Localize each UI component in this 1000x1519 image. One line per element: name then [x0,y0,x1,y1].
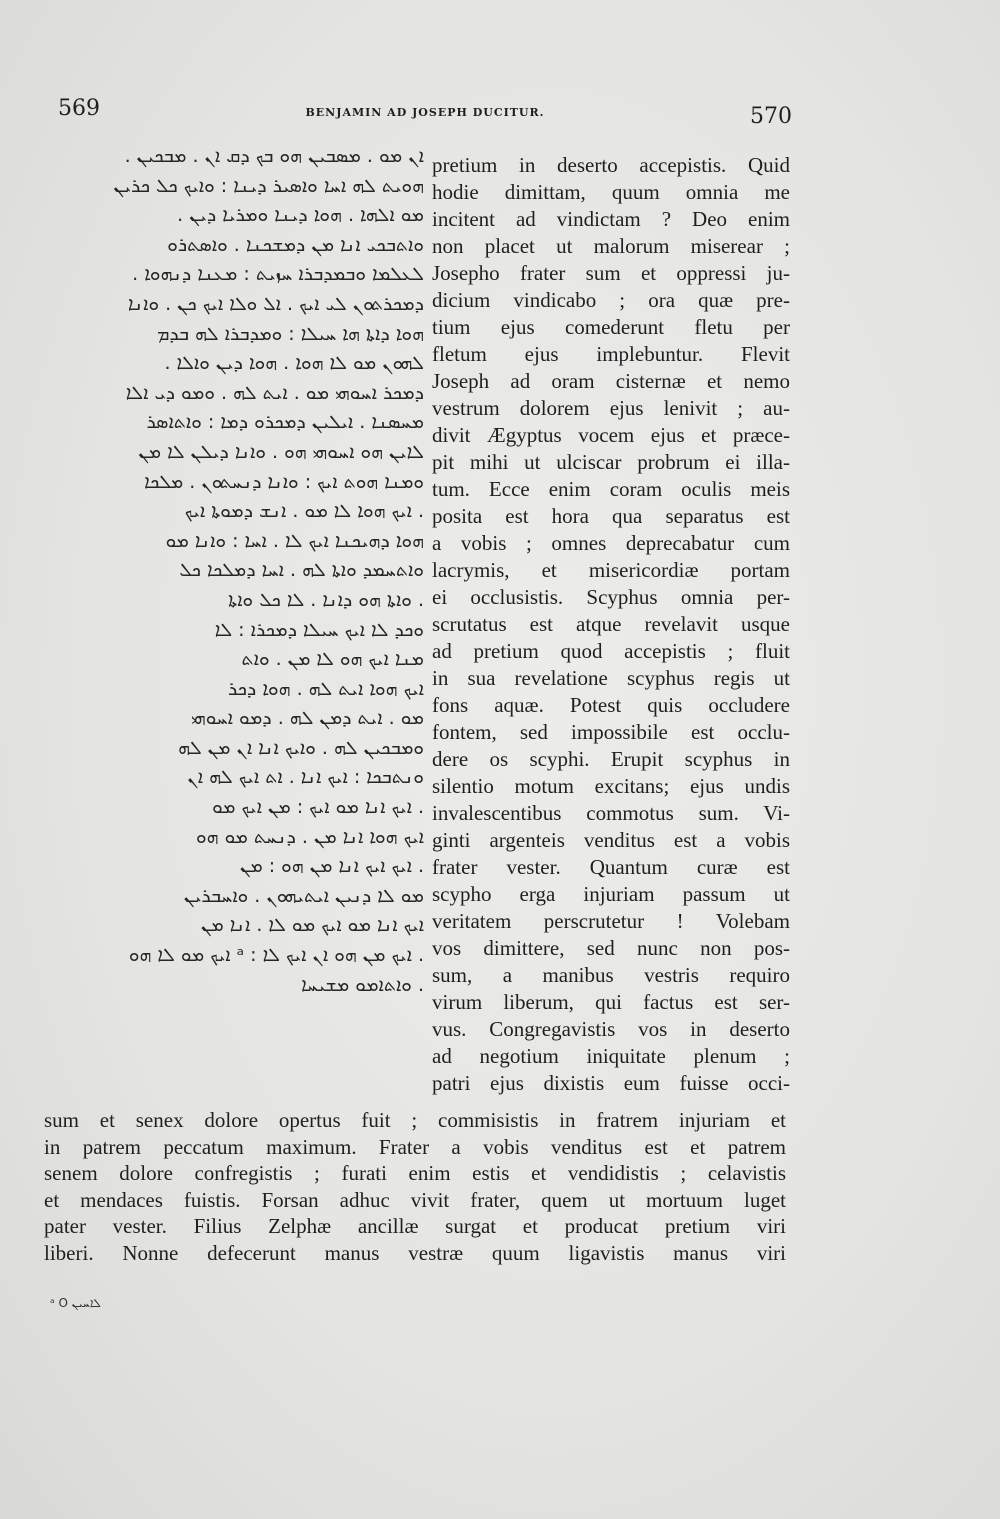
syriac-line: ܐܝܟ ܗܘܐ ܐܢܐ ܡܢ . ܕܢܚܬ ܡܘ ܗܘ [196,825,424,848]
syriac-line: . ܐܝܟ ܐܢܐ ܡܘ ܐܝܟ : ܡܢ ܐܝܟ ܡܘ [212,796,424,819]
latin-line: posita est hora qua separatus est [432,504,790,528]
syriac-line: ܘܢܬܒܟܐ : ܐܝܟ ܐܢܐ . ܐܬ ܐܝܟ ܠܗ ܐܢ [187,766,424,789]
syriac-line: ܘܐܬܒܟܝ ܐܢܐ ܡܢ ܕܡܫܟܢܐ . ܘܐܣܬܪܘ [167,233,424,256]
page-number-right: 570 [750,104,792,129]
latin-line: pater vester. Filius Zelphæ ancillæ surgat et producat pretium viri [44,1214,786,1238]
syriac-line: . ܘܐܬܐ ܗܘ ܕܐܢܐ . ܠܐ ܟܠ ܘܐܬܐ [228,588,424,611]
syriac-line: ܗܘܐ ܕܗܝܟܢܐ ܐܝܟ ܠܐ . ܐܚܐ : ܘܐܢܐ ܡܘ [165,529,424,552]
syriac-line: . ܘܐܬܐܡܘ ܡܫܝܚܐ [301,973,424,996]
syriac-line: . ܐܝܟ ܗܘܐ ܠܐ ܡܘ . ܐܢܫ ܕܡܘܬܐ ܐܝܟ [184,500,424,523]
latin-line: tum. Ecce enim coram oculis meis [432,477,790,501]
syriac-line: ܗܘܝܬ ܠܗ ܐܚܐ ܘܐܣܝܪ ܕܝܢܐ : ܘܐܝܟ ܟܠ ܟܪܝܢ [113,174,424,197]
latin-line: in sua revelatione scyphus regis ut [432,666,790,690]
syriac-line: ܕܡܟܪ ܐܚܘܗܝ ܡܘ . ܐܝܬ ܠܗ . ܘܡܘ ܕܝ ܐܠܐ [125,381,424,404]
latin-line: a vobis ; omnes deprecabatur cum [432,531,790,555]
page-number-left: 569 [58,96,100,121]
latin-line: ad negotium iniquitate plenum ; [432,1044,790,1068]
footnote: ᵃ O ܠܐܚܝܢ [50,1296,101,1310]
latin-line: silentio motum excitans; ejus undis [432,774,790,798]
latin-line: ei occlusistis. Scyphus omnia per- [432,585,790,609]
latin-line: vos dimittere, sed nunc non pos- [432,936,790,960]
latin-line: fletum ejus implebuntur. Flevit [432,342,790,366]
latin-line: frater vester. Quantum curæ est [432,855,790,879]
syriac-line: ܘܟܕ ܠܐ ܐܝܟ ܚܝܠܐ ܕܡܟܪܐ : ܠܐ [214,618,424,641]
syriac-line: ܠܥܠܡܐ ܘܒܡܕܒܪܐ ܚܙܝܬ : ܡܥܢܐ ܕܢܗܘܐ . [132,263,424,286]
latin-line: invalescentibus commotus sum. Vi- [432,801,790,825]
latin-line: veritatem perscrutetur ! Volebam [432,909,790,933]
latin-text-column [432,152,790,1097]
latin-line: liberi. Nonne defecerunt manus vestræ quum ligavistis manus viri [44,1240,786,1265]
latin-line: Joseph ad oram cisternæ et nemo [432,369,790,393]
latin-line: vestrum dolorem ejus lenivit ; au- [432,396,790,420]
latin-line: Josepho frater sum et oppressi ju- [432,261,790,285]
latin-line: divit Ægyptus vocem ejus et præce- [432,423,790,447]
syriac-line: ܐܝܟ ܗܘܐ ܐܝܬ ܠܗ . ܗܘܐ ܕܟܪ [227,677,424,700]
syriac-line: ܡܘ ܠܐ ܕܢܝܢ ܐܝܬܝܗܘܢ . ܘܐܚܒܪܝܢ [183,884,424,907]
syriac-line: . ܐܝܟ ܡܢ ܗܘ ܐܢ ܐܝܟ ܠܐ : ᵃ ܐܝܟ ܡܘ ܠܐ ܗܘ [128,944,424,967]
running-title: BENJAMIN AD JOSEPH DUCITUR. [305,106,545,119]
latin-line: pretium in deserto accepistis. Quid [432,153,790,177]
syriac-line: ܡܢܐ ܐܝܟ ܗܘ ܠܐ ܡܢ . ܘܐܬ [241,648,424,671]
latin-line: tium ejus comederunt fletu per [432,315,790,339]
latin-line: sum et senex dolore opertus fuit ; commisistis in fratrem injuriam et [44,1108,786,1132]
latin-line: senem dolore confregistis ; furati enim estis et vendidistis ; celavistis [44,1161,786,1185]
syriac-line: ܘܡܢܐ ܗܘܬ ܐܝܟ : ܘܐܢܐ ܕܢܚܬܘܢ . ܡܠܟܐ [144,470,424,493]
latin-line: ad pretium quod accepistis ; fluit [432,639,790,663]
syriac-line: . ܐܝܟ ܐܝܟ ܐܢܐ ܡܢ ܗܘ : ܡܢ [240,855,424,878]
latin-line: patri ejus dixistis eum fuisse occi- [432,1071,790,1095]
latin-line: pit mihi ut ulciscar probrum ei illa- [432,450,790,474]
latin-line: virum liberum, qui factus est ser- [432,990,790,1014]
page-header [58,96,792,136]
latin-line: vus. Congregavistis vos in deserto [432,1017,790,1041]
latin-line: dere os scyphi. Erupit scyphus in [432,747,790,771]
latin-line: hodie dimittam, quum omnia me [432,180,790,204]
latin-line: sum, a manibus vestris requiro [432,963,790,987]
latin-line: incitent ad vindictam ? Deo enim [432,207,790,231]
latin-line: fons aquæ. Potest quis occludere [432,693,790,717]
syriac-line: ܡܘ . ܐܝܬ ܕܡܢ ܠܗ . ܕܡܘ ܐܚܘܗܝ [191,707,424,730]
latin-line: dicium vindicabo ; ora quæ pre- [432,288,790,312]
syriac-line: ܕܡܟܪܬܘܢ ܠܝ ܐܝܟ . ܐܠ ܘܠܐ ܐܝܟ ܟܢ . ܘܐܢܐ [127,292,424,315]
latin-line: fontem, sed impossibile est occlu- [432,720,790,744]
syriac-line: ܘܐܬܚܡܕ ܘܐܬܐ ܠܗ . ܐܚܐ ܕܡܠܟܐ ܟܠ [179,559,424,582]
syriac-line: ܐܢ ܡܘ . ܡܣܒܝܢ ܗܘ ܒܟ ܕܩ ܐܢ . ܡܒܟܝܢ . [124,145,424,167]
latin-line: scypho erga injuriam passum ut [432,882,790,906]
latin-line: et mendaces fuistis. Forsan adhuc vivit frater, quem ut mortuum luget [44,1187,786,1212]
syriac-line: ܘܡܒܟܝܢ ܠܗ . ܘܐܝܟ ܐܢܐ ܐܢ ܡܢ ܠܗ [178,736,424,759]
syriac-text-column [52,142,424,1000]
syriac-line: ܡܚܣܢܐ . ܐܝܠܝܢ ܕܡܟܪܘ ܕܡܐ : ܘܐܬܐܣܪ [146,411,424,434]
latin-line: non placet ut malorum miserear ; [432,234,790,258]
syriac-line: ܡܘ ܐܠܗܐ . ܗܘܐ ܕܝܢܐ ܘܡܪܝܐ ܕܝܢ . [177,204,424,227]
latin-line: ginti argenteis venditus est a vobis [432,828,790,852]
syriac-line: ܗܘܐ ܕܐܬܐ ܗܐ ܚܝܠܐ : ܘܡܕܒܪܐ ܠܗ ܒܕܡ [157,322,424,345]
syriac-line: ܠܐܝܢ ܗܘ ܐܚܘܗܝ ܗܘ . ܘܐܢܐ ܕܝܠܢ ܠܐ ܡܢ [138,440,424,463]
latin-line: scrutatus est atque revelavit usque [432,612,790,636]
latin-text-full-width [44,1107,786,1266]
syriac-line: ܠܗܘܢ ܡܘ ܠܐ ܗܘܐ . ܗܘܐ ܕܝܢ ܘܐܠܐ . [164,352,424,375]
latin-line: in patrem peccatum maximum. Frater a vobis venditus est et patrem [44,1134,786,1159]
syriac-line: ܐܝܟ ܐܢܐ ܡܘ ܐܝܟ ܡܘ ܠܐ . ܐܢܐ ܡܢ [201,914,424,937]
latin-line: lacrymis, et misericordiæ portam [432,558,790,582]
